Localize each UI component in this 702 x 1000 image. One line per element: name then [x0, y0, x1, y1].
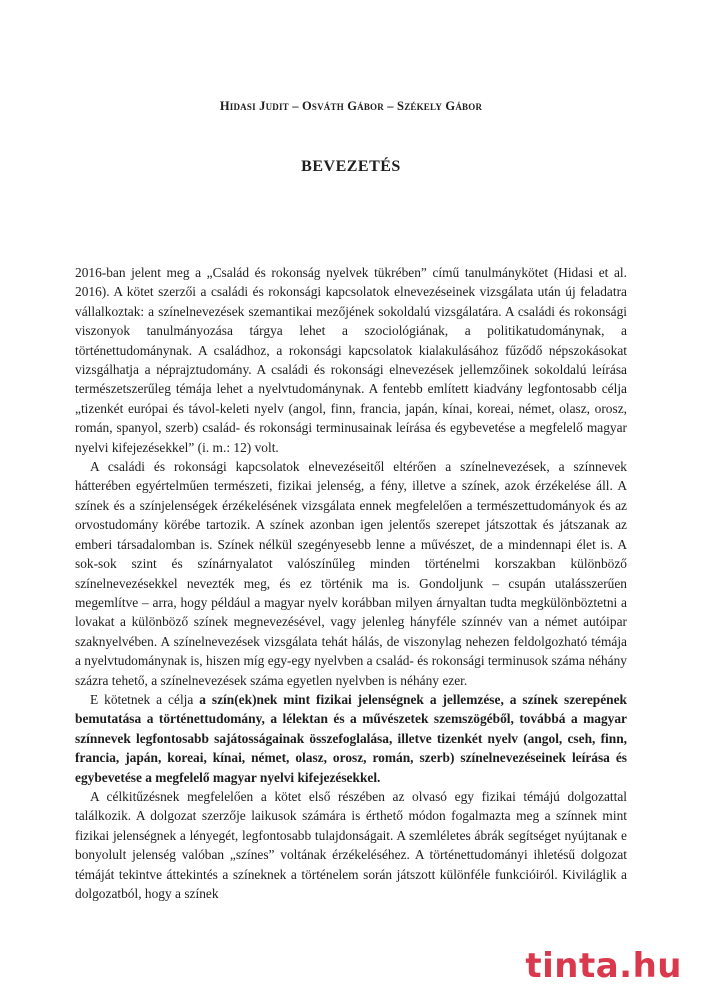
paragraph-3: [75, 690, 627, 787]
chapter-title: BEVEZETÉS: [301, 158, 401, 175]
body-text: [75, 263, 627, 903]
paragraph-2: A családi és rokonsági kapcsolatok elnevezéseitől eltérően a színelnevezések, a színnevek hátterében egyértelműen természeti, fizikai jelenség, a fény, illetve a színek, azok érzékelése áll. A színek és a színjelenségek érzékelésének vizsgálata ennek megfelelően a természettudományok és az orvostudomány körébe tartozik. A színek azonban igen jelentős szerepet játszottak és játszanak az emberi társadalomban is. Színek nélkül szegényesebb lenne a művészet, de a mindennapi élet is. A sok-sok szint és színárnyalatot valószínűleg minden történelmi korszakban különböző színelnevezésekkel nevezték meg, és ez történik ma is. Gondoljunk – csupán utalásszerűen megemlítve – arra, hogy például a magyar nyelv korábban milyen árnyaltan tudta megkülönböztetni a lovakat a különböző színek megnevezésével, vagy jelenleg hányféle színnév van a német autóipar szaknyelvében. A színelnevezések vizsgálata tehát hálás, de viszonylag nehezen feldolgozható témája a nyelvtudománynak is, hiszen míg egy-egy nyelvben a család- és rokonsági terminusok száma néhány százra tehető, a színelnevezések száma egyetlen nyelvben is néhány ezer.: [75, 459, 627, 688]
paragraph-4: A célkitűzésnek megfelelően a kötet első részében az olvasó egy fizikai témájú dolgozattal találkozik. A dolgozat szerzője laikusok számára is érthető módon fogalmazta meg a színnek mint fizikai jelenségnek a lényegét, legfontosabb tulajdonságait. A szemléletes ábrák segítséget nyújtanak e bonyolult jelenség valóban „színes” voltának érzékeléséhez. A történettudományi ihletésű dolgozat témáját tekintve áttekintés a színeknek a történelem során játszott különféle funkcióiról. Kiviláglik a dolgozatból, hogy a színek: [75, 788, 627, 901]
paragraph-3-lead: E kötetnek a célja: [90, 691, 200, 707]
paragraph-1: 2016-ban jelent meg a „Család és rokonság nyelvek tükrében” című tanulmánykötet (Hidasi et al. 2016). A kötet szerzői a családi és rokonsági kapcsolatok elnevezéseinek vizsgálata után új feladatra vállalkoztak: a színelnevezések szemantikai mezőjének sokoldalú vizsgálatára. A családi és rokonsági viszonyok tanulmányozása tárgya lehet a szociológiának, a politikatudománynak, a történettudománynak. A családhoz, a rokonsági kapcsolatok kialakulásához fűződő népszokásokat vizsgálhatja a néprajztudomány. A családi és rokonsági elnevezések jellemzőinek sokoldalú leírása természetszerűleg témája lehet a nyelvtudománynak. A fentebb említett kiadvány legfontosabb célja „tizenkét európai és távol-keleti nyelv (angol, finn, francia, japán, kínai, koreai, német, olasz, orosz, román, spanyol, szerb) család- és rokonsági terminusainak leírása és egybevetése a megfelelő magyar nyelvi kifejezésekkel” (i. m.: 12) volt.: [75, 265, 627, 455]
paragraph-3-emphasis: a szín(ek)nek mint fizikai jelenségnek a jellemzése, a színek szerepének bemutatása a történettudomány, a lélektan és a művészetek szemszögéből, továbbá a magyar színnevek legfontosabb sajátosságainak összefoglalása, illetve tizenkét nyelv (angol, cseh, finn, francia, japán, koreai, kínai, német, olasz, orosz, román, szerb) színelnevezéseinek leírása és egybevetése a megfelelő magyar nyelvi kifejezésekkel.: [75, 691, 627, 785]
watermark-logo: tinta.hu: [525, 946, 682, 986]
running-header-authors: Hidasi Judit – Osváth Gábor – Székely Gábor: [219, 99, 483, 113]
